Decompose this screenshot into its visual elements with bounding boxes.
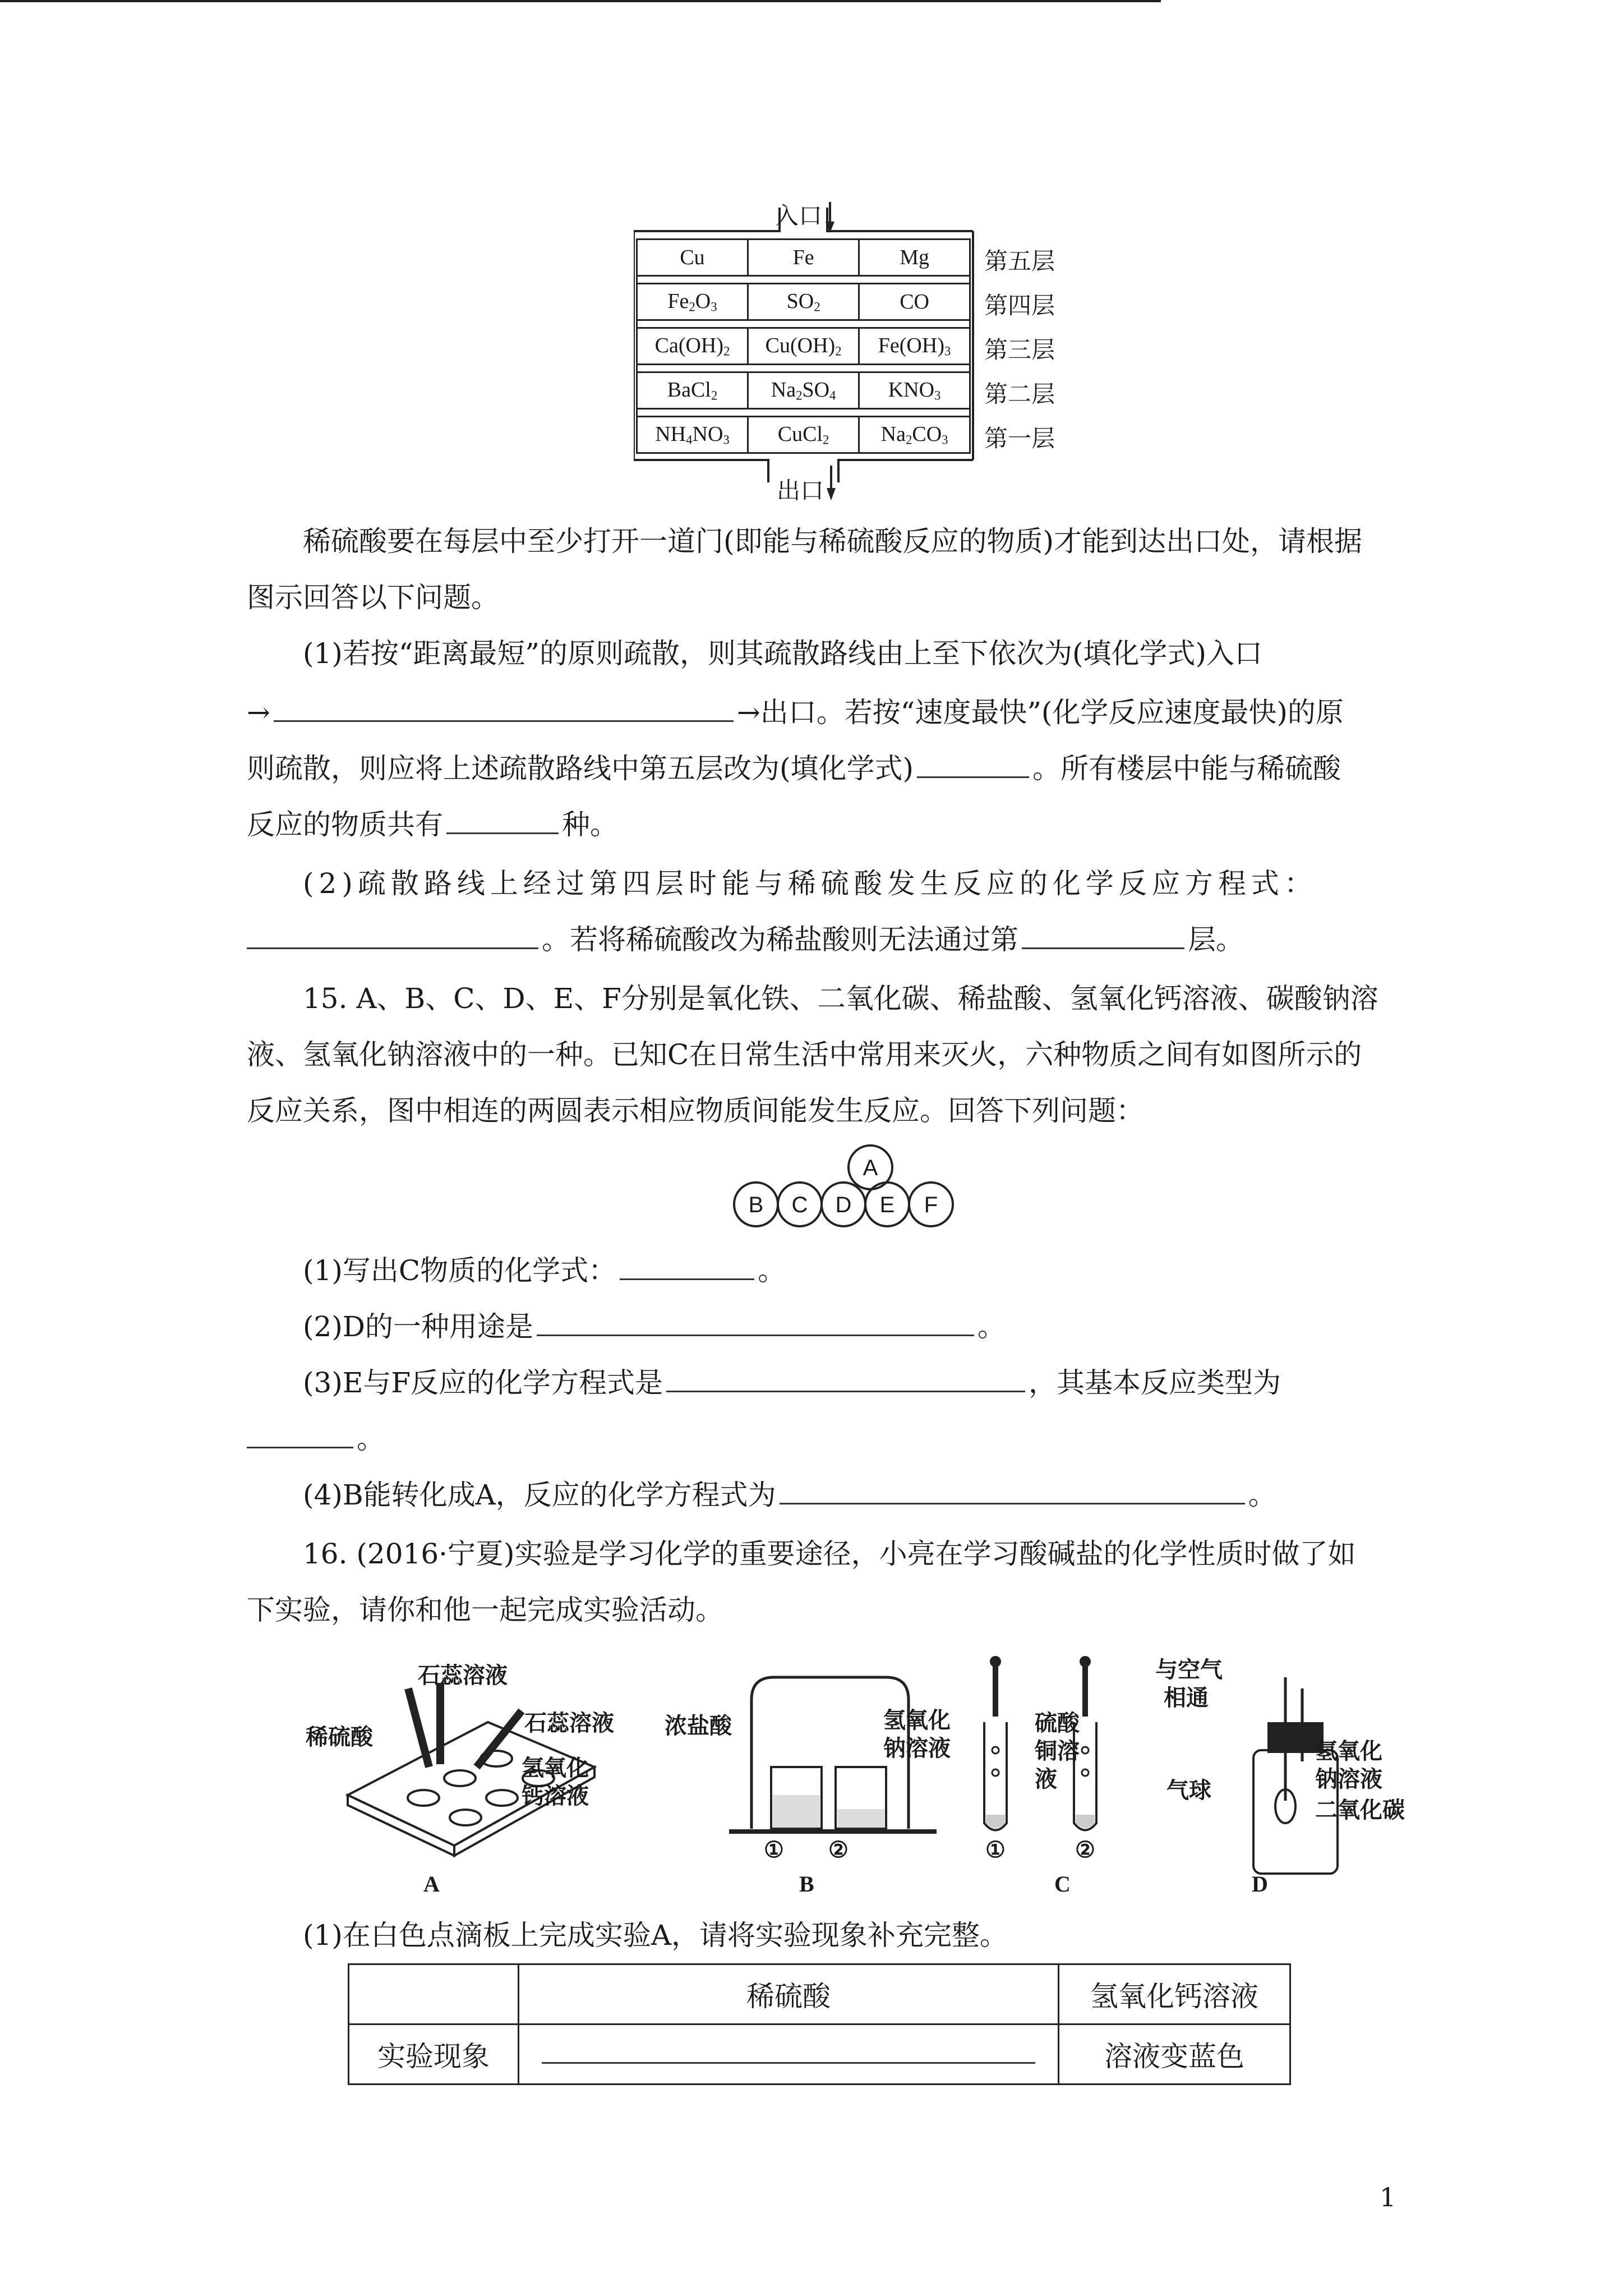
maze-cell-text: 3: [711, 300, 717, 314]
maze-cell-text: 3: [942, 432, 948, 447]
q16-line2: 下实验，请你和他一起完成实验活动。: [247, 1594, 723, 1626]
caption-b: B: [799, 1871, 814, 1897]
maze-cell: [859, 417, 970, 453]
maze-floor-label: 第二层: [984, 380, 1055, 408]
maze-cell-text: 3: [723, 432, 730, 447]
maze-cell-text: 2: [823, 432, 829, 447]
maze-exit-label: 出口: [777, 477, 824, 504]
label-sodium-hydroxide-d1: 氢氧化: [1315, 1739, 1382, 1764]
label-sodium-hydroxide-b1: 氢氧化: [883, 1708, 951, 1733]
page-number: 1: [1380, 2182, 1396, 2212]
table-header-base: 氢氧化钙溶液: [1059, 1964, 1290, 2024]
maze-gap: [637, 409, 970, 417]
apparatus-drawing: [303, 1655, 1424, 1902]
label-calcium-hydroxide-2: 钙溶液: [522, 1784, 589, 1809]
maze-entrance-label: 入口: [775, 202, 823, 229]
maze-cell: [859, 284, 970, 320]
circle-c: C: [777, 1181, 823, 1227]
q15-sub3-cont: 。: [247, 1419, 1402, 1458]
label-beaker-2: ②: [828, 1838, 849, 1862]
maze-grid: [636, 238, 971, 454]
maze-cell-text: CO: [900, 290, 929, 314]
maze-gap-row: [637, 276, 970, 284]
q15-sub1: (1)写出C物质的化学式： 。: [303, 1251, 1458, 1290]
maze-cell-text: Fe(OH): [878, 334, 944, 358]
maze-floor-label: 第一层: [984, 425, 1055, 452]
maze-floor-label: 第四层: [984, 292, 1055, 319]
q14-equation-blank[interactable]: [247, 921, 538, 949]
label-litmus-2: 石蕊溶液: [524, 1711, 614, 1736]
maze-cell-text: 2: [905, 432, 912, 447]
maze-cell: [637, 328, 748, 365]
label-air-2: 相通: [1164, 1686, 1209, 1710]
maze-cell-text: Fe: [792, 246, 814, 269]
header-rule: [0, 0, 1161, 2]
q14-route-blank[interactable]: [274, 693, 734, 722]
q14-count-blank[interactable]: [446, 806, 559, 834]
maze-floor-row: [637, 417, 970, 453]
maze-cell-text: 2: [796, 388, 803, 403]
label-copper-sulfate-1: 硫酸: [1035, 1711, 1080, 1736]
q14-intro-line2: 图示回答以下问题。: [247, 581, 499, 614]
label-sodium-hydroxide-d2: 钠溶液: [1315, 1767, 1382, 1792]
caption-d: D: [1252, 1871, 1268, 1897]
table-corner-cell: [349, 1964, 519, 2024]
maze-floor-row: [637, 328, 970, 365]
label-beaker-1: ①: [764, 1838, 784, 1862]
q15-line1: 15. A、B、C、D、E、F分别是氧化铁、二氧化碳、稀盐酸、氢氧化钙溶液、碳酸钠溶: [303, 982, 1378, 1015]
circle-d: D: [820, 1181, 866, 1227]
maze-cell-text: 2: [689, 300, 695, 314]
table-header-acid: 稀硫酸: [519, 1964, 1059, 2024]
maze-cell-text: SO: [802, 378, 830, 402]
q14-part1-line4: 反应的物质共有 种。: [247, 805, 1402, 844]
maze-gap: [637, 365, 970, 372]
maze-gap-row: [637, 320, 970, 328]
maze-cell-text: 3: [934, 388, 941, 403]
q14-part1-line2: → →出口。若按“速度最快”(化学反应速度最快)的原: [247, 693, 1402, 732]
maze-cell: [748, 284, 859, 320]
maze-floor-row: [637, 284, 970, 320]
maze-cell: [748, 240, 859, 276]
q14-layer-blank[interactable]: [1022, 921, 1184, 949]
maze-cell-text: Na: [771, 378, 796, 402]
q14-part1-line3: 则疏散，则应将上述疏散路线中第五层改为(填化学式) 。所有楼层中能与稀硫酸: [247, 749, 1402, 788]
q14-fifth-floor-blank[interactable]: [917, 749, 1029, 778]
maze-cell: [859, 240, 970, 276]
maze-cell-text: Ca(OH): [654, 334, 724, 358]
q15-line2: 液、氢氧化钠溶液中的一种。已知C在日常生活中常用来灭火，六种物质之间有如图所示的: [247, 1038, 1362, 1071]
label-dilute-sulfuric-acid: 稀硫酸: [306, 1725, 373, 1750]
maze-gap: [637, 320, 970, 328]
q15-line3: 反应关系，图中相连的两圆表示相应物质间能发生反应。回答下列问题：: [247, 1094, 1144, 1127]
table-row: [349, 1964, 1290, 2024]
label-conc-hcl: 浓盐酸: [665, 1714, 732, 1738]
label-litmus-1: 石蕊溶液: [418, 1663, 508, 1688]
maze-cell-text: Cu(OH): [765, 334, 836, 358]
maze-cell-text: 2: [835, 344, 842, 358]
maze-cell-text: Mg: [900, 246, 929, 269]
label-air-1: 与空气: [1155, 1658, 1223, 1682]
label-tube-2: ②: [1075, 1838, 1095, 1862]
table-base-result: 溶液变蓝色: [1059, 2024, 1290, 2085]
maze-cell-text: CuCl: [777, 422, 823, 447]
label-sodium-hydroxide-b2: 钠溶液: [883, 1736, 951, 1761]
q15-reaction-type-blank[interactable]: [247, 1420, 353, 1448]
maze-cell-text: NH: [655, 422, 686, 447]
q15-use-blank[interactable]: [537, 1308, 974, 1336]
caption-c: C: [1054, 1871, 1071, 1897]
label-copper-sulfate-3: 液: [1035, 1767, 1057, 1792]
maze-cell: [859, 328, 970, 365]
table-answer-blank[interactable]: [542, 2045, 1035, 2064]
table-row: [349, 2024, 1290, 2085]
q15-ef-equation-blank[interactable]: [666, 1364, 1025, 1392]
caption-a: A: [423, 1871, 440, 1897]
maze-cell-text: 2: [814, 300, 820, 314]
q14-part2-line1: (2)疏散路线上经过第四层时能与稀硫酸发生反应的化学反应方程式：: [303, 867, 1317, 900]
maze-cell-text: Fe: [667, 289, 689, 314]
maze-cell: [637, 417, 748, 453]
maze-cell-text: CO: [912, 422, 942, 447]
maze-cell: [748, 372, 859, 409]
q16-line1: 16. (2016·宁夏)实验是学习化学的重要途径，小亮在学习酸碱盐的化学性质时做了如: [303, 1538, 1356, 1570]
maze-floor-row: [637, 240, 970, 276]
q14-intro-line1: 稀硫酸要在每层中至少打开一道门(即能与稀硫酸反应的物质)才能到达出口处，请根据: [303, 525, 1363, 558]
maze-cell: [637, 240, 748, 276]
label-calcium-hydroxide-1: 氢氧化: [522, 1756, 589, 1780]
maze-cell: [859, 372, 970, 409]
q14-part1-line1: (1)若按“距离最短”的原则疏散，则其疏散路线由上至下依次为(填化学式)入口: [303, 637, 1262, 670]
circle-a: A: [847, 1144, 893, 1190]
q15-sub4: (4)B能转化成A，反应的化学方程式为 。: [303, 1475, 1458, 1515]
q15-sub2: (2)D的一种用途是 。: [303, 1307, 1458, 1346]
q16-sub1: (1)在白色点滴板上完成实验A，请将实验现象补充完整。: [303, 1919, 1008, 1952]
maze-cell-text: BaCl: [667, 378, 711, 402]
maze-cell-text: Na: [880, 422, 906, 447]
maze-cell: [637, 284, 748, 320]
maze-cell-text: NO: [692, 422, 723, 447]
maze-floor-row: [637, 372, 970, 409]
maze-cell: [637, 372, 748, 409]
q15-sub3: (3)E与F反应的化学方程式是 ，其基本反应类型为: [303, 1363, 1458, 1402]
maze-cell-text: O: [695, 289, 711, 314]
q15-ba-equation-blank[interactable]: [780, 1476, 1245, 1504]
table-answer-cell[interactable]: [519, 2024, 1059, 2085]
maze-cell-text: SO: [786, 289, 814, 314]
maze-cell: [748, 328, 859, 365]
experiment-table: [348, 1963, 1291, 2085]
maze-floor-label: 第五层: [984, 247, 1055, 275]
maze-gap: [637, 276, 970, 284]
q15-formula-blank[interactable]: [620, 1251, 754, 1280]
maze-floor-label: 第三层: [984, 336, 1055, 364]
maze-cell-text: 4: [829, 388, 836, 403]
circle-b: B: [733, 1181, 779, 1227]
maze-cell-text: 3: [944, 344, 951, 358]
maze-cell-text: 4: [686, 432, 693, 447]
maze-cell-text: Cu: [680, 246, 705, 269]
label-carbon-dioxide: 二氧化碳: [1315, 1798, 1405, 1823]
maze-cell-text: 2: [711, 388, 718, 403]
label-tube-1: ①: [985, 1838, 1006, 1862]
maze-cell: [748, 417, 859, 453]
maze-gap-row: [637, 409, 970, 417]
maze-cell-text: 2: [723, 344, 730, 358]
table-row-label: 实验现象: [349, 2024, 519, 2085]
label-copper-sulfate-2: 铜溶: [1035, 1739, 1080, 1764]
circle-e: E: [864, 1181, 910, 1227]
maze-gap-row: [637, 365, 970, 372]
circle-f: F: [908, 1181, 954, 1227]
label-balloon: 气球: [1166, 1778, 1211, 1803]
q14-part2-line2: 。若将稀硫酸改为稀盐酸则无法通过第 层。: [247, 920, 1402, 959]
maze-cell-text: KNO: [888, 378, 935, 402]
